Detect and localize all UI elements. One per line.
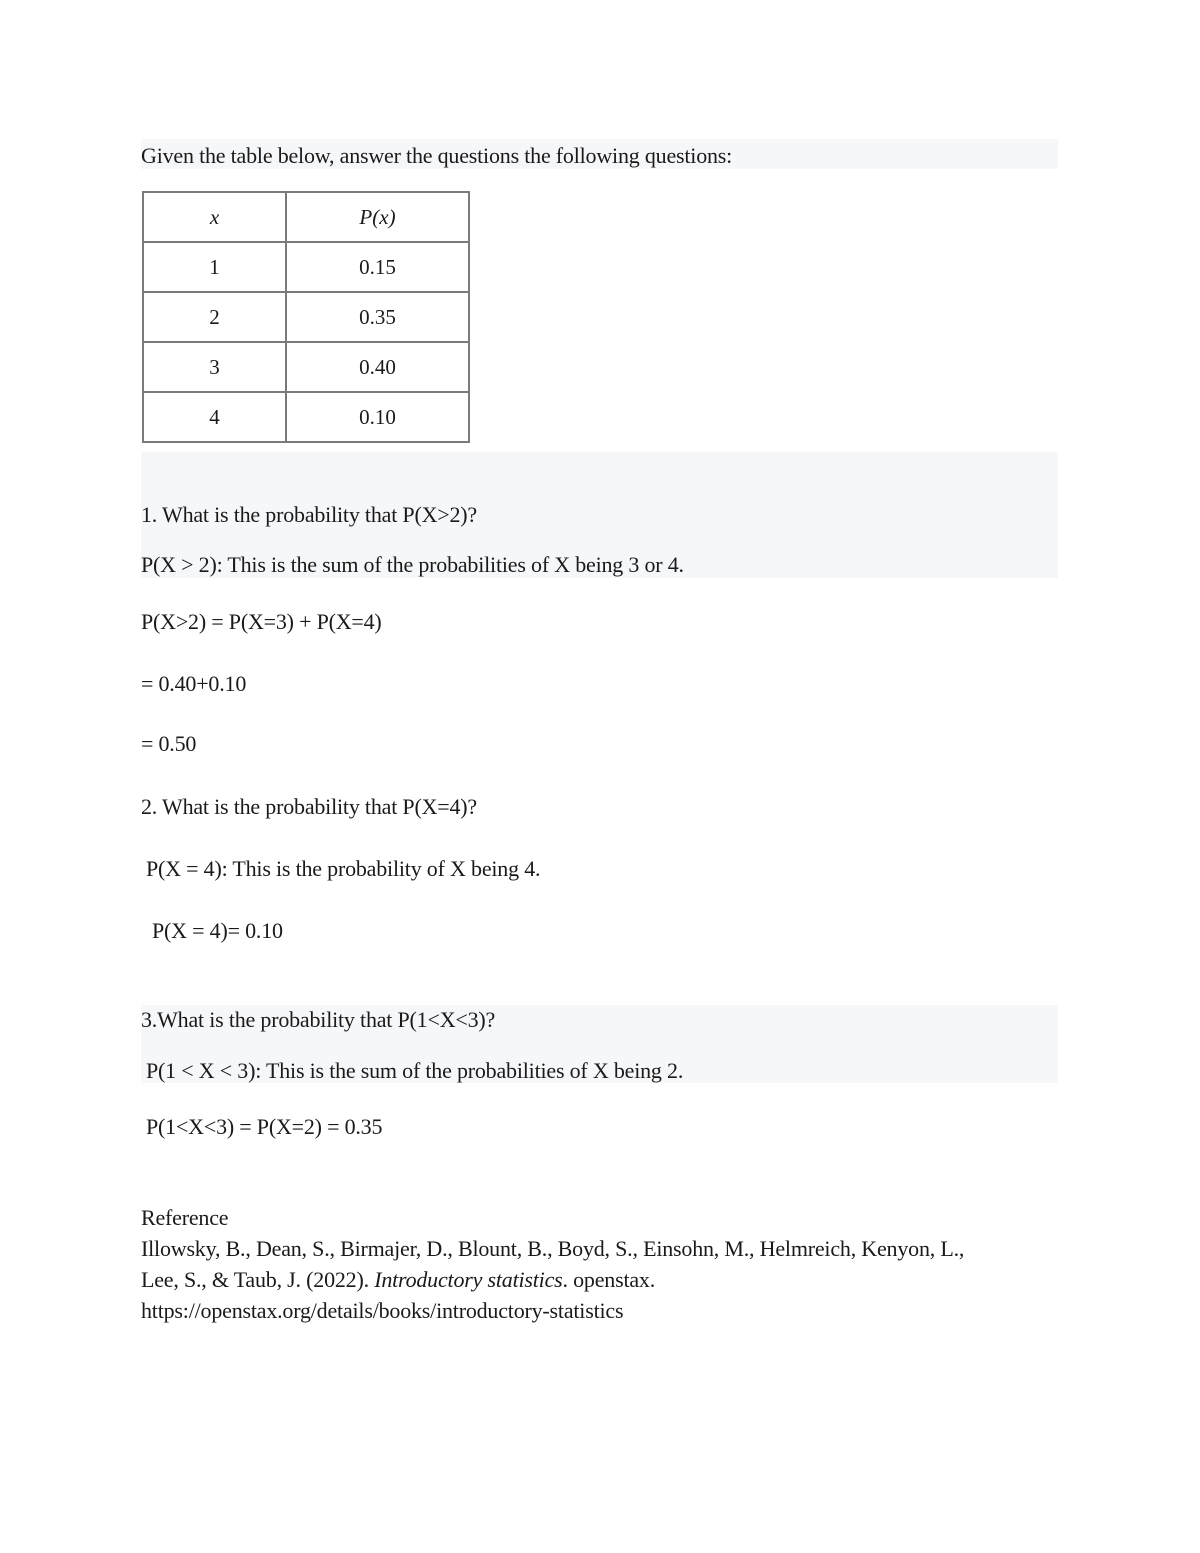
reference-publisher: . openstax.: [562, 1267, 656, 1292]
q2-answer: P(X = 4)= 0.10: [152, 918, 283, 943]
reference-citation-line2: [141, 1264, 1071, 1295]
q3-answer: P(1<X<3) = P(X=2) = 0.35: [146, 1114, 383, 1139]
reference-authors-year: Lee, S., & Taub, J. (2022).: [141, 1267, 375, 1292]
table-header-x: x: [143, 192, 286, 242]
reference-heading: Reference: [141, 1205, 229, 1230]
table-cell-x: 1: [143, 242, 286, 292]
reference-book-title: Introductory statistics: [374, 1267, 563, 1292]
table-cell-px: 0.15: [286, 242, 469, 292]
q1-question: 1. What is the probability that P(X>2)?: [141, 502, 477, 527]
q2-explanation: P(X = 4): This is the probability of X being 4.: [146, 856, 541, 881]
table-cell-px: 0.35: [286, 292, 469, 342]
reference-url: https://openstax.org/details/books/introductory-statistics: [141, 1298, 624, 1323]
q1-step1: P(X>2) = P(X=3) + P(X=4): [141, 609, 382, 634]
table-cell-x: 4: [143, 392, 286, 442]
q3-explanation: P(1 < X < 3): This is the sum of the probabilities of X being 2.: [146, 1058, 684, 1083]
table-cell-px: 0.10: [286, 392, 469, 442]
q1-explanation: P(X > 2): This is the sum of the probabilities of X being 3 or 4.: [141, 552, 684, 577]
probability-table: [142, 191, 470, 443]
q1-step3: = 0.50: [141, 731, 197, 756]
table-cell-x: 2: [143, 292, 286, 342]
table-header-px: P(x): [286, 192, 469, 242]
table-row: [143, 342, 469, 392]
table-header-row: [143, 192, 469, 242]
intro-text: Given the table below, answer the questions the following questions:: [141, 143, 733, 168]
q3-question: 3.What is the probability that P(1<X<3)?: [141, 1007, 496, 1032]
table-cell-px: 0.40: [286, 342, 469, 392]
reference-citation-line1: Illowsky, B., Dean, S., Birmajer, D., Blount, B., Boyd, S., Einsohn, M., Helmreich, Kenyon, L.,: [141, 1236, 965, 1261]
q1-step2: = 0.40+0.10: [141, 671, 247, 696]
reference-block: [141, 1202, 1071, 1326]
q2-question: 2. What is the probability that P(X=4)?: [141, 794, 477, 819]
table-row: [143, 242, 469, 292]
table-row: [143, 292, 469, 342]
table-row: [143, 392, 469, 442]
table-cell-x: 3: [143, 342, 286, 392]
